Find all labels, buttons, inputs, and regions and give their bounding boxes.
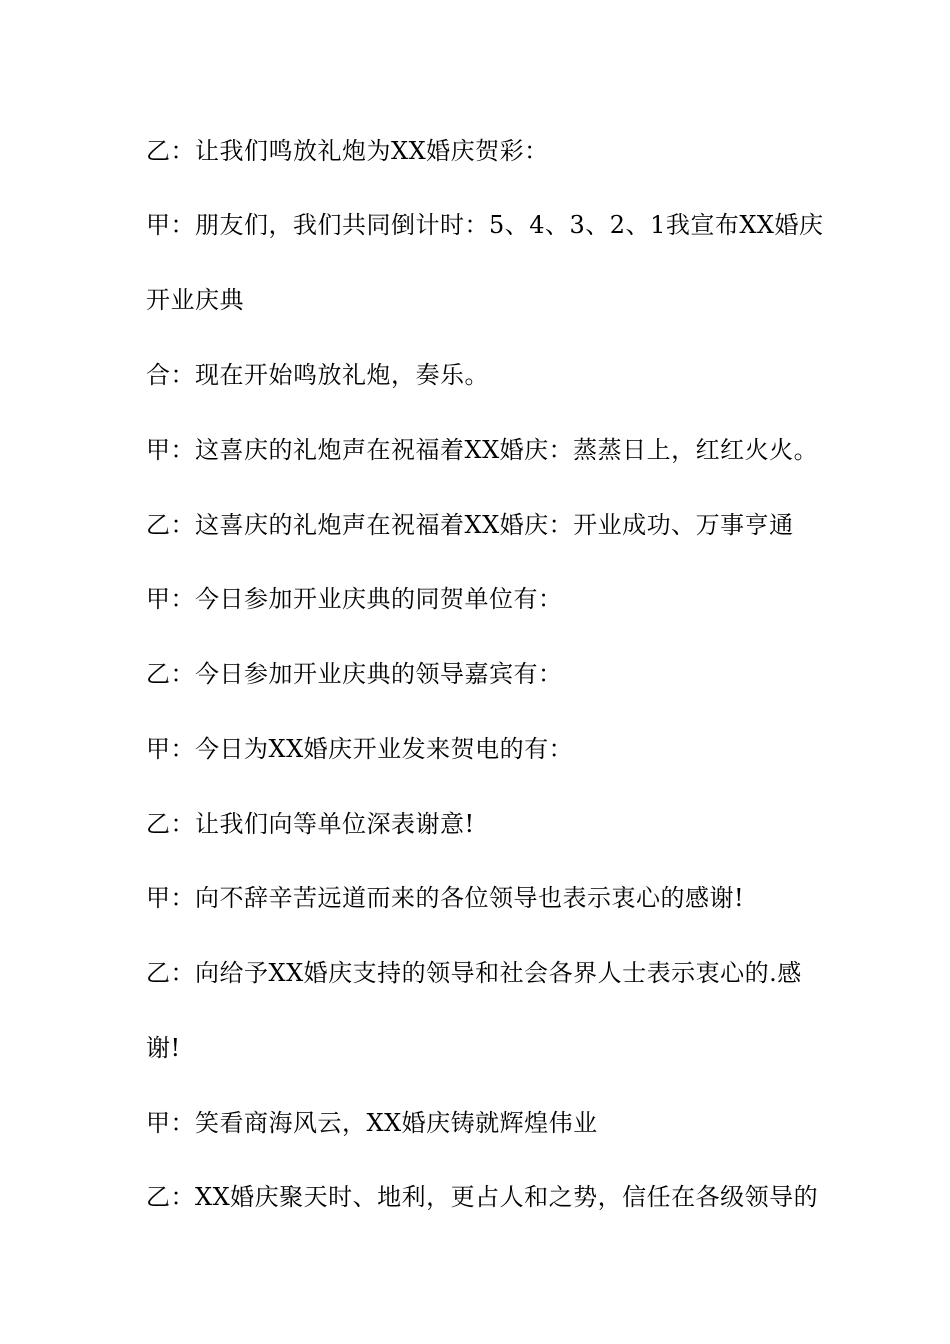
text-line: 乙：今日参加开业庆典的领导嘉宾有： [146,660,563,688]
text-line: 甲：今日为XX婚庆开业发来贺电的有： [146,735,574,763]
text-line: 乙：让我们向等单位深表谢意! [146,810,475,838]
text-line: 乙：向给予XX婚庆支持的领导和社会各界人士表示衷心的.感 [146,959,802,987]
text-line: 乙：让我们鸣放礼炮为XX婚庆贺彩： [146,137,549,165]
text-line: 甲：这喜庆的礼炮声在祝福着XX婚庆：蒸蒸日上，红红火火。 [146,436,819,464]
text-line: 合：现在开始鸣放礼炮，奏乐。 [146,361,489,389]
text-line: 乙：XX婚庆聚天时、地利，更占人和之势，信任在各级领导的 [146,1183,819,1211]
text-line: 甲：笑看商海风云，XX婚庆铸就辉煌伟业 [146,1109,598,1137]
text-line: 甲：今日参加开业庆典的同贺单位有： [146,585,563,613]
text-line: 甲：向不辞辛苦远道而来的各位领导也表示衷心的感谢! [146,884,745,912]
text-line: 谢! [146,1034,181,1062]
text-line: 开业庆典 [146,286,244,314]
text-line: 乙：这喜庆的礼炮声在祝福着XX婚庆：开业成功、万事亨通 [146,511,794,539]
text-line: 甲：朋友们，我们共同倒计时：5、4、3、2、1我宣布XX婚庆 [146,211,824,239]
